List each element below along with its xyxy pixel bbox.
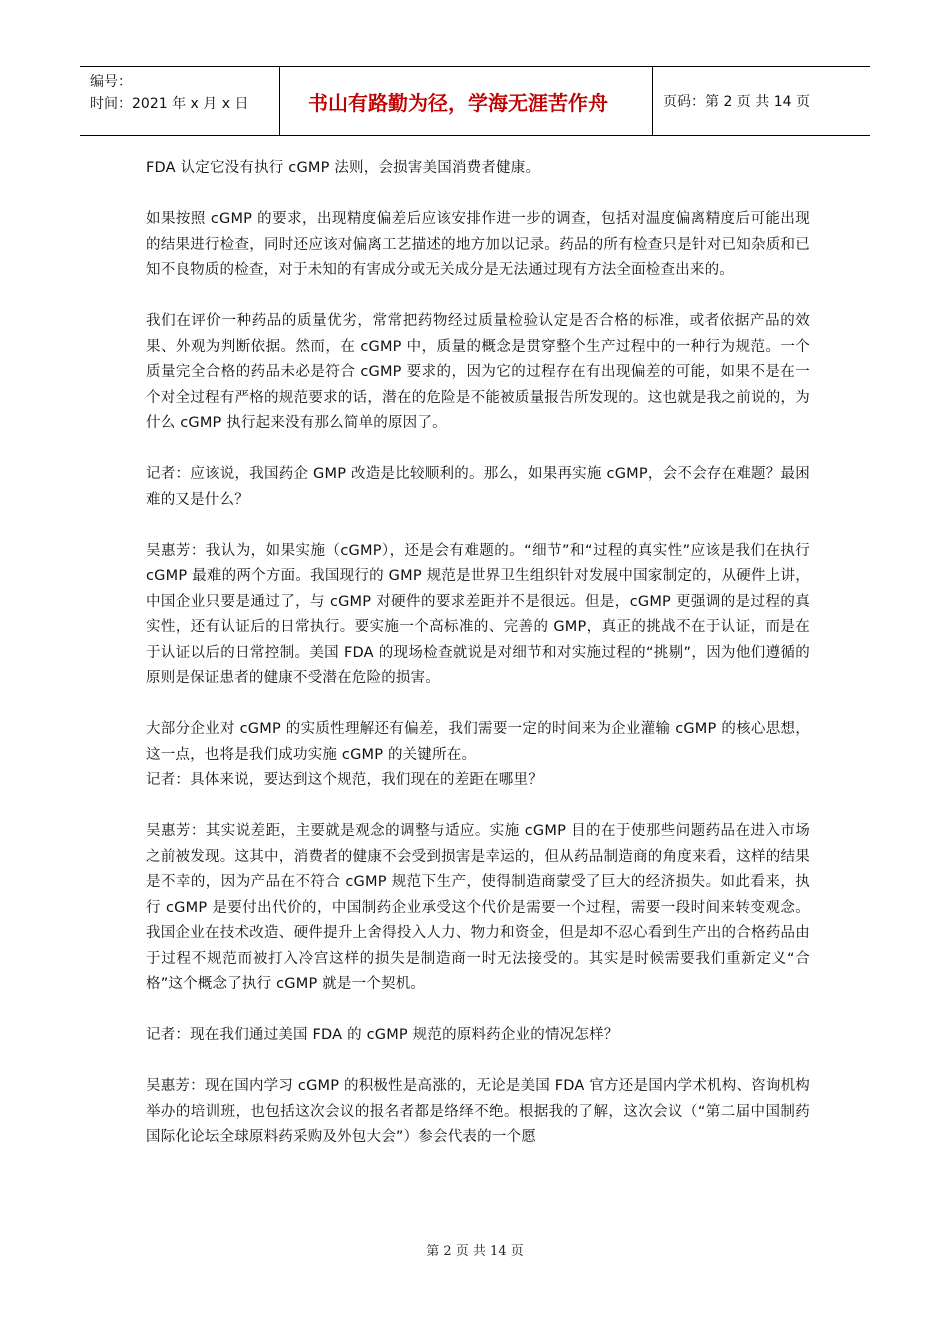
paragraph: 吴惠芳：现在国内学习 cGMP 的积极性是高涨的，无论是美国 FDA 官方还是国内学术机构、咨询机构举办的培训班，也包括这次会议的报名者都是络绎不绝。根据我的了解，这次会议（“第二届中国制药国际化论坛全球原料药采购及外包大会”）参会代表的一个愿 bbox=[146, 1078, 810, 1145]
paragraph: 如果按照 cGMP 的要求，出现精度偏差后应该安排作进一步的调查，包括对温度偏离精度后可能出现的结果进行检查，同时还应该对偏离工艺描述的地方加以记录。药品的所有检查只是针对已知杂质和已知不良物质的检查，对于未知的有害成分或无关成分是无法通过现有方法全面检查出来的。 bbox=[146, 211, 810, 278]
paragraph: 记者：现在我们通过美国 FDA 的 cGMP 规范的原料药企业的情况怎样？ bbox=[146, 1027, 619, 1043]
page-footer: 第 2 页 共 14 页 bbox=[426, 1244, 524, 1259]
paragraph: 我们在评价一种药品的质量优劣，常常把药物经过质量检验认定是否合格的标准，或者依据产品的效果、外观为判断依据。然而，在 cGMP 中，质量的概念是贯穿整个生产过程中的一种行为规范。一个质量完全合格的药品未必是符合 cGMP 要求的，因为它的过程存在有出现偏差的可能，如果不是在一个对全过程有严格的规范要求的话，潜在的危险是不能被质量报告所发现的。这也就是我之前说的，为什么 cGMP 执行起来没有那么简单的原因了。 bbox=[146, 313, 810, 431]
page-header bbox=[80, 66, 870, 136]
header-motto: 书山有路勤为径，学海无涯苦作舟 bbox=[280, 67, 653, 135]
document-date: 时间：2021 年 x 月 x 日 bbox=[90, 96, 249, 112]
paragraph: 吴惠芳：我认为，如果实施（cGMP），还是会有难题的。“细节”和“过程的真实性”应该是我们在执行 cGMP 最难的两个方面。我国现行的 GMP 规范是世界卫生组织针对发展中国家制定的，从硬件上讲，中国企业只要是通过了，与 cGMP 对硬件的要求差距并不是很远。但是，cGMP 更强调的是过程的真实性，还有认证后的日常执行。要实施一个高标准的、完善的 GMP，真正的挑战不在于认证，而是在于认证以后的日常控制。美国 FDA 的现场检查就说是对细节和对实施过程的“挑剔”，因为他们遵循的原则是保证患者的健康不受潜在危险的损害。 bbox=[146, 542, 810, 686]
document-number: 编号： bbox=[90, 74, 132, 90]
paragraph: 吴惠芳：其实说差距，主要就是观念的调整与适应。实施 cGMP 目的在于使那些问题药品在进入市场之前被发现。这其中，消费者的健康不会受到损害是幸运的，但从药品制造商的角度来看，这样的结果是不幸的，因为产品在不符合 cGMP 规范下生产，使得制造商蒙受了巨大的经济损失。如此看来，执行 cGMP 是要付出代价的，中国制药企业承受这个代价是需要一个过程，需要一段时间来转变观念。我国企业在技术改造、硬件提升上舍得投入人力、物力和资金，但是却不忍心看到生产出的合格药品由于过程不规范而被打入冷宫这样的损失是制造商一时无法接受的。其实是时候需要我们重新定义“合格”这个概念了执行 cGMP 就是一个契机。 bbox=[146, 823, 810, 992]
paragraph: 记者：应该说，我国药企 GMP 改造是比较顺利的。那么，如果再实施 cGMP，会不会存在难题？最困难的又是什么？ bbox=[146, 466, 810, 508]
header-meta bbox=[80, 67, 280, 135]
paragraph: FDA 认定它没有执行 cGMP 法则，会损害美国消费者健康。 bbox=[146, 160, 541, 176]
paragraph: 记者：具体来说，要达到这个规范，我们现在的差距在哪里？ bbox=[146, 772, 543, 788]
paragraph: 大部分企业对 cGMP 的实质性理解还有偏差，我们需要一定的时间来为企业灌输 cGMP 的核心思想，这一点，也将是我们成功实施 cGMP 的关键所在。 bbox=[146, 721, 810, 763]
document-body bbox=[146, 156, 810, 1176]
header-page-info: 页码：第 2 页 共 14 页 bbox=[663, 94, 810, 110]
